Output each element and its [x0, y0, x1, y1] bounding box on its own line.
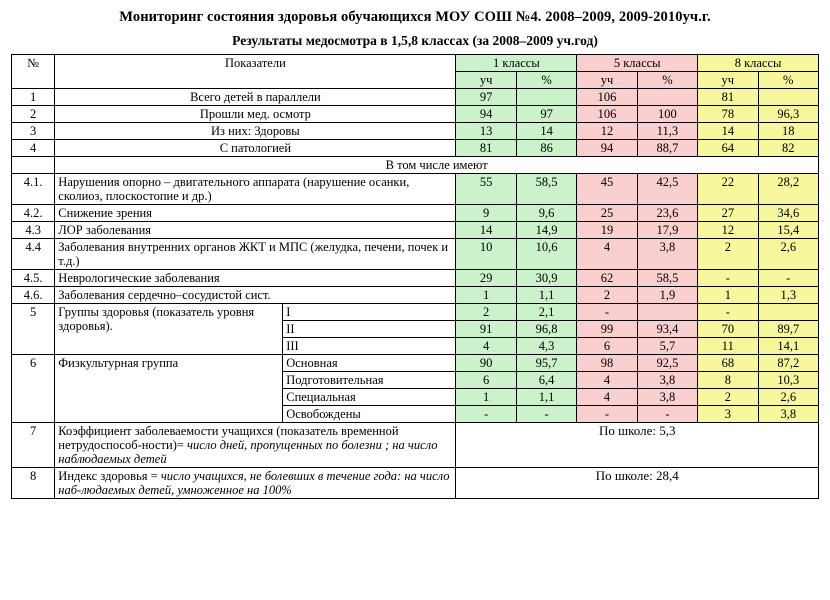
row-label: Заболевания внутренних органов ЖКТ и МПС (желудка, печени, почек и т.д.) — [55, 239, 456, 270]
cell-1-uch: 91 — [456, 321, 516, 338]
row-label-plain: Коэффициент заболеваемости учащихся (показатель временной нетрудоспособ-ности)= — [58, 424, 399, 452]
subrow-label: Освобождены — [283, 406, 456, 423]
cell-1-uch: 1 — [456, 287, 516, 304]
row-label: Из них: Здоровы — [55, 123, 456, 140]
cell-1-pct: 95,7 — [516, 355, 576, 372]
cell-8-uch: 8 — [698, 372, 758, 389]
medical-exam-table — [11, 54, 819, 499]
cell-5-uch: 4 — [577, 372, 637, 389]
cell-1-pct: 1,1 — [516, 389, 576, 406]
cell-8-pct — [758, 304, 818, 321]
cell-1-uch: 1 — [456, 389, 516, 406]
cell-8-uch: 68 — [698, 355, 758, 372]
cell-1-pct: 58,5 — [516, 174, 576, 205]
cell-1-uch: 10 — [456, 239, 516, 270]
cell-8-uch: 27 — [698, 205, 758, 222]
subheader-8-uch: уч — [698, 72, 758, 89]
cell-1-pct — [516, 89, 576, 106]
cell-8-uch: 22 — [698, 174, 758, 205]
cell-8-pct: 28,2 — [758, 174, 818, 205]
section-label: В том числе имеют — [55, 157, 819, 174]
cell-8-uch: 2 — [698, 389, 758, 406]
cell-8-pct: 14,1 — [758, 338, 818, 355]
cell-8-uch: 12 — [698, 222, 758, 239]
cell-5-uch: 94 — [577, 140, 637, 157]
header-group-8: 8 классы — [698, 55, 819, 72]
cell-5-pct: 88,7 — [637, 140, 697, 157]
subheader-8-pct: % — [758, 72, 818, 89]
table-row — [12, 287, 819, 304]
subrow-label: Подготовительная — [283, 372, 456, 389]
cell-1-uch: 2 — [456, 304, 516, 321]
table-row — [12, 468, 819, 499]
subrow-label: II — [283, 321, 456, 338]
cell-5-pct: 11,3 — [637, 123, 697, 140]
cell-5-uch: 98 — [577, 355, 637, 372]
subheader-5-uch: уч — [577, 72, 637, 89]
row-label — [55, 468, 456, 499]
cell-8-pct: 3,8 — [758, 406, 818, 423]
row-number: 3 — [12, 123, 55, 140]
subheader-1-pct: % — [516, 72, 576, 89]
cell-8-pct: 10,3 — [758, 372, 818, 389]
cell-1-uch: - — [456, 406, 516, 423]
row-label: С патологией — [55, 140, 456, 157]
table-row — [12, 140, 819, 157]
cell-8-pct: 18 — [758, 123, 818, 140]
cell-5-pct: 1,9 — [637, 287, 697, 304]
row-number: 4.2. — [12, 205, 55, 222]
cell-1-pct: 97 — [516, 106, 576, 123]
header-group-1: 1 классы — [456, 55, 577, 72]
subrow-label: I — [283, 304, 456, 321]
cell-8-pct: 34,6 — [758, 205, 818, 222]
cell-1-pct: 14,9 — [516, 222, 576, 239]
row-label: Группы здоровья (показатель уровня здоровья). — [55, 304, 283, 355]
cell-8-uch: - — [698, 304, 758, 321]
cell-5-pct: 23,6 — [637, 205, 697, 222]
cell-5-pct: 3,8 — [637, 389, 697, 406]
cell-1-pct: 4,3 — [516, 338, 576, 355]
row-label: Неврологические заболевания — [55, 270, 456, 287]
cell-5-uch: - — [577, 406, 637, 423]
row-number: 7 — [12, 423, 55, 468]
cell-8-pct: 82 — [758, 140, 818, 157]
table-row — [12, 222, 819, 239]
cell-1-pct: 14 — [516, 123, 576, 140]
cell-1-pct: 9,6 — [516, 205, 576, 222]
cell-5-pct: 17,9 — [637, 222, 697, 239]
table-row — [12, 123, 819, 140]
cell-1-uch: 97 — [456, 89, 516, 106]
header-num: № — [12, 55, 55, 89]
cell-8-uch: 14 — [698, 123, 758, 140]
table-row — [12, 423, 819, 468]
row-label: Снижение зрения — [55, 205, 456, 222]
row-label: Нарушения опорно – двигательного аппарата (нарушение осанки, сколиоз, плоскостопие и др.) — [55, 174, 456, 205]
cell-1-pct: 10,6 — [516, 239, 576, 270]
document-subtitle: Результаты медосмотра в 1,5,8 классах (за 2008–2009 уч.год) — [232, 33, 598, 48]
cell-8-pct: 89,7 — [758, 321, 818, 338]
subrow-label: Специальная — [283, 389, 456, 406]
cell-5-uch: 2 — [577, 287, 637, 304]
cell-8-pct: 15,4 — [758, 222, 818, 239]
cell-8-pct: 96,3 — [758, 106, 818, 123]
cell-5-pct: 3,8 — [637, 372, 697, 389]
cell-5-pct: 100 — [637, 106, 697, 123]
school-note: По школе: 5,3 — [456, 423, 819, 468]
cell-5-pct: 5,7 — [637, 338, 697, 355]
table-row — [12, 270, 819, 287]
row-number: 1 — [12, 89, 55, 106]
row-number: 8 — [12, 468, 55, 499]
document-title: Мониторинг состояния здоровья обучающихся МОУ СОШ №4. 2008–2009, 2009-2010уч.г. — [119, 9, 711, 25]
cell-5-pct: 42,5 — [637, 174, 697, 205]
cell-5-uch: 4 — [577, 239, 637, 270]
subrow-label: III — [283, 338, 456, 355]
cell-8-uch: 11 — [698, 338, 758, 355]
cell-1-uch: 14 — [456, 222, 516, 239]
cell-8-uch: 3 — [698, 406, 758, 423]
cell-1-uch: 90 — [456, 355, 516, 372]
row-number: 4.3 — [12, 222, 55, 239]
row-number: 4.1. — [12, 174, 55, 205]
cell-1-uch: 13 — [456, 123, 516, 140]
header-indicators: Показатели — [55, 55, 456, 89]
cell-5-uch: 25 — [577, 205, 637, 222]
row-label: Физкультурная группа — [55, 355, 283, 423]
cell-8-pct: 2,6 — [758, 239, 818, 270]
row-label: Прошли мед. осмотр — [55, 106, 456, 123]
cell-5-uch: 45 — [577, 174, 637, 205]
cell-8-uch: 2 — [698, 239, 758, 270]
row-label — [55, 423, 456, 468]
row-number: 4 — [12, 140, 55, 157]
cell-8-uch: 70 — [698, 321, 758, 338]
cell-8-pct: - — [758, 270, 818, 287]
cell-8-pct: 87,2 — [758, 355, 818, 372]
cell-1-pct: 96,8 — [516, 321, 576, 338]
row-label: Заболевания сердечно–сосудистой сист. — [55, 287, 456, 304]
cell-5-pct: 3,8 — [637, 239, 697, 270]
header-group-5: 5 классы — [577, 55, 698, 72]
cell-5-uch: 62 — [577, 270, 637, 287]
cell-1-uch: 55 — [456, 174, 516, 205]
cell-1-pct: - — [516, 406, 576, 423]
cell-5-pct — [637, 304, 697, 321]
cell-8-pct: 1,3 — [758, 287, 818, 304]
row-label-italic: число учащихся, не болевших в течение года: на число наб-людаемых детей, умноженное на 100% — [58, 469, 450, 497]
cell-5-uch: - — [577, 304, 637, 321]
table-row — [12, 304, 819, 321]
row-number: 4.6. — [12, 287, 55, 304]
row-number: 4.4 — [12, 239, 55, 270]
cell-1-pct: 30,9 — [516, 270, 576, 287]
row-label: Всего детей в параллели — [55, 89, 456, 106]
row-label: ЛОР заболевания — [55, 222, 456, 239]
cell-5-pct: 58,5 — [637, 270, 697, 287]
cell-8-pct: 2,6 — [758, 389, 818, 406]
cell-8-uch: 78 — [698, 106, 758, 123]
cell-1-uch: 9 — [456, 205, 516, 222]
table-header-row — [12, 55, 819, 72]
cell-1-pct: 6,4 — [516, 372, 576, 389]
table-row — [12, 205, 819, 222]
cell-8-uch: 81 — [698, 89, 758, 106]
cell-5-pct — [637, 89, 697, 106]
row-number: 6 — [12, 355, 55, 423]
cell-1-uch: 29 — [456, 270, 516, 287]
cell-5-uch: 6 — [577, 338, 637, 355]
row-number: 4.5. — [12, 270, 55, 287]
table-row — [12, 174, 819, 205]
table-row — [12, 106, 819, 123]
table-row — [12, 355, 819, 372]
subheader-5-pct: % — [637, 72, 697, 89]
cell-5-uch: 106 — [577, 106, 637, 123]
cell-8-uch: - — [698, 270, 758, 287]
table-row — [12, 239, 819, 270]
cell-1-pct: 86 — [516, 140, 576, 157]
cell-1-pct: 2,1 — [516, 304, 576, 321]
cell-1-uch: 4 — [456, 338, 516, 355]
section-number — [12, 157, 55, 174]
cell-5-uch: 12 — [577, 123, 637, 140]
cell-8-uch: 64 — [698, 140, 758, 157]
row-label-plain: Индекс здоровья = — [58, 469, 158, 483]
subheader-1-uch: уч — [456, 72, 516, 89]
cell-5-uch: 19 — [577, 222, 637, 239]
cell-5-uch: 99 — [577, 321, 637, 338]
section-label-row — [12, 157, 819, 174]
subrow-label: Основная — [283, 355, 456, 372]
school-note: По школе: 28,4 — [456, 468, 819, 499]
table-row — [12, 89, 819, 106]
cell-5-pct: 93,4 — [637, 321, 697, 338]
cell-5-uch: 106 — [577, 89, 637, 106]
cell-8-pct — [758, 89, 818, 106]
row-number: 5 — [12, 304, 55, 355]
cell-1-uch: 81 — [456, 140, 516, 157]
cell-1-uch: 94 — [456, 106, 516, 123]
cell-5-uch: 4 — [577, 389, 637, 406]
cell-5-pct: 92,5 — [637, 355, 697, 372]
cell-1-pct: 1,1 — [516, 287, 576, 304]
cell-5-pct: - — [637, 406, 697, 423]
cell-8-uch: 1 — [698, 287, 758, 304]
row-label-italic: число дней, пропущенных по болезни ; на число наблюдаемых детей — [58, 438, 438, 466]
cell-1-uch: 6 — [456, 372, 516, 389]
row-number: 2 — [12, 106, 55, 123]
